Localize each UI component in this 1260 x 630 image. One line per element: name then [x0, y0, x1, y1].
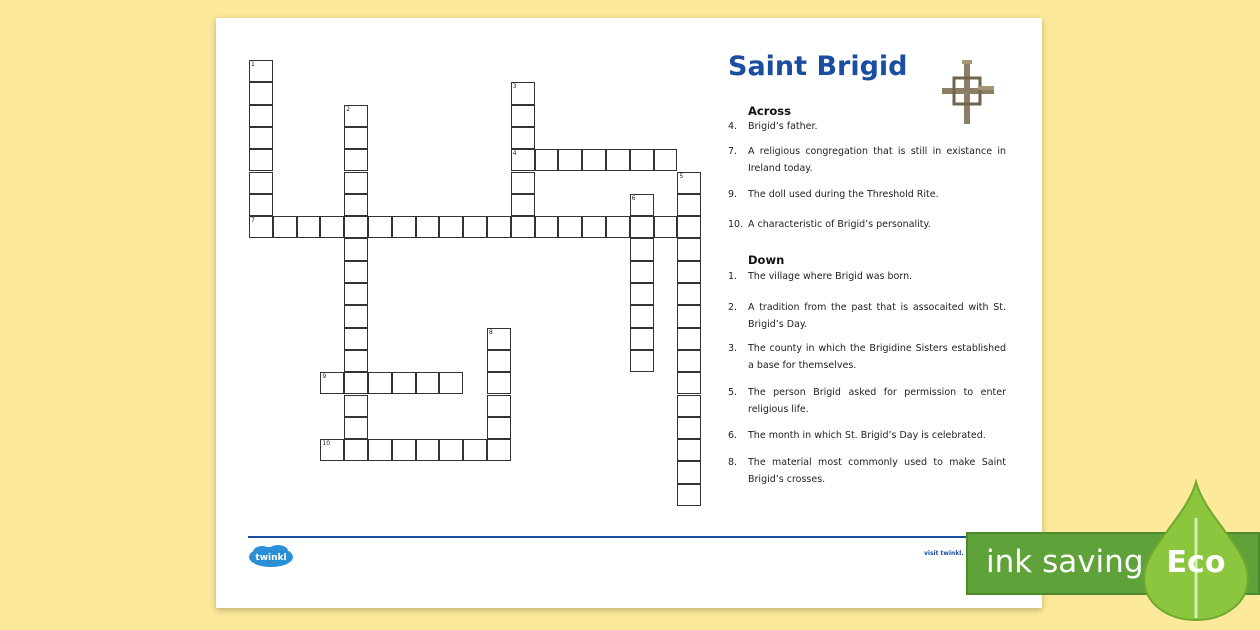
crossword-cell[interactable] — [487, 350, 511, 372]
crossword-cell[interactable] — [439, 439, 463, 461]
crossword-cell[interactable] — [368, 439, 392, 461]
down-clue — [728, 454, 1006, 488]
crossword-cell[interactable] — [630, 261, 654, 283]
down-clue — [728, 427, 1006, 444]
crossword-cell[interactable] — [535, 216, 559, 238]
crossword-cell[interactable] — [677, 216, 701, 238]
crossword-cell[interactable] — [249, 105, 273, 127]
crossword-cell[interactable] — [630, 350, 654, 372]
crossword-cell[interactable] — [630, 194, 654, 216]
crossword-cell[interactable] — [677, 305, 701, 327]
clue-number: 3. — [728, 343, 738, 354]
crossword-cell[interactable] — [677, 372, 701, 394]
crossword-cell[interactable] — [344, 439, 368, 461]
cell-number: 7 — [251, 217, 255, 225]
crossword-cell[interactable] — [249, 149, 273, 171]
down-clue — [728, 299, 1006, 333]
clue-text: Brigid’s father. — [748, 121, 818, 132]
crossword-cell[interactable] — [487, 417, 511, 439]
crossword-cell[interactable] — [392, 216, 416, 238]
cell-number: 8 — [489, 328, 493, 336]
eco-label: Eco — [1166, 545, 1226, 580]
crossword-cell[interactable] — [368, 216, 392, 238]
crossword-cell[interactable] — [582, 216, 606, 238]
crossword-cell[interactable] — [511, 82, 535, 104]
crossword-cell[interactable] — [439, 372, 463, 394]
worksheet-page — [216, 18, 1042, 608]
cell-number: 1 — [251, 61, 255, 68]
crossword-cell[interactable] — [487, 372, 511, 394]
crossword-cell[interactable] — [677, 439, 701, 461]
cell-number: 10 — [322, 440, 331, 448]
crossword-cell[interactable] — [344, 216, 368, 238]
clue-number: 5. — [728, 387, 738, 398]
crossword-cell[interactable] — [344, 350, 368, 372]
down-clue — [728, 340, 1006, 374]
clue-text: The person Brigid asked for permission to enter religious life. — [748, 387, 1006, 415]
clue-number: 9. — [728, 189, 738, 200]
crossword-cell[interactable] — [392, 372, 416, 394]
crossword-cell[interactable] — [320, 372, 344, 394]
crossword-cell[interactable] — [677, 350, 701, 372]
crossword-cell[interactable] — [677, 328, 701, 350]
clue-text: A religious congregation that is still in existance in Ireland today. — [748, 146, 1006, 174]
crossword-cell[interactable] — [677, 283, 701, 305]
twinkl-logo[interactable] — [248, 544, 294, 568]
down-heading: Down — [748, 253, 785, 267]
crossword-cell[interactable] — [677, 395, 701, 417]
clue-number: 10. — [728, 219, 744, 230]
footer-rule — [248, 536, 1008, 538]
crossword-cell[interactable] — [320, 439, 344, 461]
crossword-cell[interactable] — [630, 305, 654, 327]
crossword-cell[interactable] — [392, 439, 416, 461]
crossword-cell[interactable] — [249, 172, 273, 194]
crossword-cell[interactable] — [606, 216, 630, 238]
crossword-cell[interactable] — [344, 328, 368, 350]
crossword-cell[interactable] — [416, 216, 440, 238]
crossword-cell[interactable] — [344, 283, 368, 305]
crossword-cell[interactable] — [582, 149, 606, 171]
crossword-cell[interactable] — [677, 238, 701, 260]
crossword-cell[interactable] — [558, 216, 582, 238]
crossword-cell[interactable] — [535, 149, 559, 171]
crossword-cell[interactable] — [630, 149, 654, 171]
crossword-cell[interactable] — [511, 149, 535, 171]
clue-text: The doll used during the Threshold Rite. — [748, 189, 939, 200]
crossword-cell[interactable] — [249, 60, 273, 82]
crossword-cell[interactable] — [416, 372, 440, 394]
crossword-cell[interactable] — [344, 261, 368, 283]
cell-number: 9 — [322, 373, 327, 381]
crossword-cell[interactable] — [439, 216, 463, 238]
crossword-cell[interactable] — [511, 172, 535, 194]
crossword-cell[interactable] — [344, 417, 368, 439]
crossword-cell[interactable] — [677, 417, 701, 439]
crossword-cell[interactable] — [654, 216, 678, 238]
clue-text: The village where Brigid was born. — [748, 271, 913, 282]
across-clue — [728, 186, 1006, 203]
across-clue — [728, 118, 1006, 135]
visit-link[interactable]: visit twinkl. — [924, 550, 964, 557]
logo-text: twinkl — [255, 553, 287, 563]
clue-text: The county in which the Brigidine Sisters established a base for themselves. — [748, 343, 1006, 371]
crossword-cell[interactable] — [344, 395, 368, 417]
crossword-cell[interactable] — [344, 372, 368, 394]
across-clue — [728, 216, 1006, 233]
cell-number: 6 — [631, 194, 636, 202]
clue-number: 6. — [728, 430, 738, 441]
crossword-cell[interactable] — [677, 172, 701, 194]
crossword-cell[interactable] — [630, 238, 654, 260]
crossword-cell[interactable] — [487, 439, 511, 461]
clue-text: The month in which St. Brigid’s Day is celebrated. — [748, 430, 986, 441]
cell-number: 2 — [346, 105, 351, 113]
crossword-cell[interactable] — [677, 261, 701, 283]
crossword-cell[interactable] — [677, 484, 701, 506]
crossword-cell[interactable] — [606, 149, 630, 171]
crossword-cell[interactable] — [487, 395, 511, 417]
crossword-cell[interactable] — [654, 149, 678, 171]
clue-number: 1. — [728, 271, 738, 282]
crossword-cell[interactable] — [487, 216, 511, 238]
crossword-cell[interactable] — [249, 127, 273, 149]
crossword-cell[interactable] — [463, 216, 487, 238]
cell-number: 3 — [512, 83, 517, 91]
crossword-cell[interactable] — [677, 461, 701, 483]
crossword-cell[interactable] — [344, 127, 368, 149]
crossword-cell[interactable] — [416, 439, 440, 461]
crossword-cell[interactable] — [511, 127, 535, 149]
crossword-cell[interactable] — [249, 194, 273, 216]
clue-text: The material most commonly used to make Saint Brigid’s crosses. — [748, 457, 1006, 485]
across-heading: Across — [748, 104, 791, 118]
crossword-cell[interactable] — [487, 328, 511, 350]
crossword-cell[interactable] — [344, 238, 368, 260]
down-clue — [728, 384, 1006, 418]
cell-number: 4 — [512, 150, 517, 158]
crossword-cell[interactable] — [344, 305, 368, 327]
crossword-cell[interactable] — [344, 105, 368, 127]
crossword-cell[interactable] — [511, 216, 535, 238]
crossword-cell[interactable] — [630, 216, 654, 238]
banner-label: ink saving — [986, 544, 1144, 580]
cell-number: 5 — [679, 172, 684, 180]
crossword-cell[interactable] — [558, 149, 582, 171]
clue-text: A characteristic of Brigid’s personality. — [748, 219, 931, 230]
clue-number: 7. — [728, 146, 738, 157]
crossword-cell[interactable] — [368, 372, 392, 394]
crossword-cell[interactable] — [297, 216, 321, 238]
crossword-cell[interactable] — [630, 283, 654, 305]
crossword-cell[interactable] — [511, 105, 535, 127]
clue-number: 4. — [728, 121, 738, 132]
crossword-cell[interactable] — [630, 328, 654, 350]
down-clue — [728, 268, 1006, 285]
crossword-cell[interactable] — [677, 194, 701, 216]
crossword-cell[interactable] — [344, 194, 368, 216]
clue-text: A tradition from the past that is assocaited with St. Brigid’s Day. — [748, 302, 1006, 330]
across-clue — [728, 143, 1006, 177]
eco-leaf-icon — [1136, 478, 1256, 623]
clue-number: 8. — [728, 457, 738, 468]
crossword-cell[interactable] — [344, 149, 368, 171]
crossword-cell[interactable] — [344, 172, 368, 194]
crossword-cell[interactable] — [249, 216, 273, 238]
crossword-cell[interactable] — [320, 216, 344, 238]
crossword-cell[interactable] — [463, 439, 487, 461]
clue-number: 2. — [728, 302, 738, 313]
crossword-cell[interactable] — [273, 216, 297, 238]
crossword-cell[interactable] — [511, 194, 535, 216]
crossword-cell[interactable] — [249, 82, 273, 104]
page-title: Saint Brigid — [728, 51, 908, 82]
